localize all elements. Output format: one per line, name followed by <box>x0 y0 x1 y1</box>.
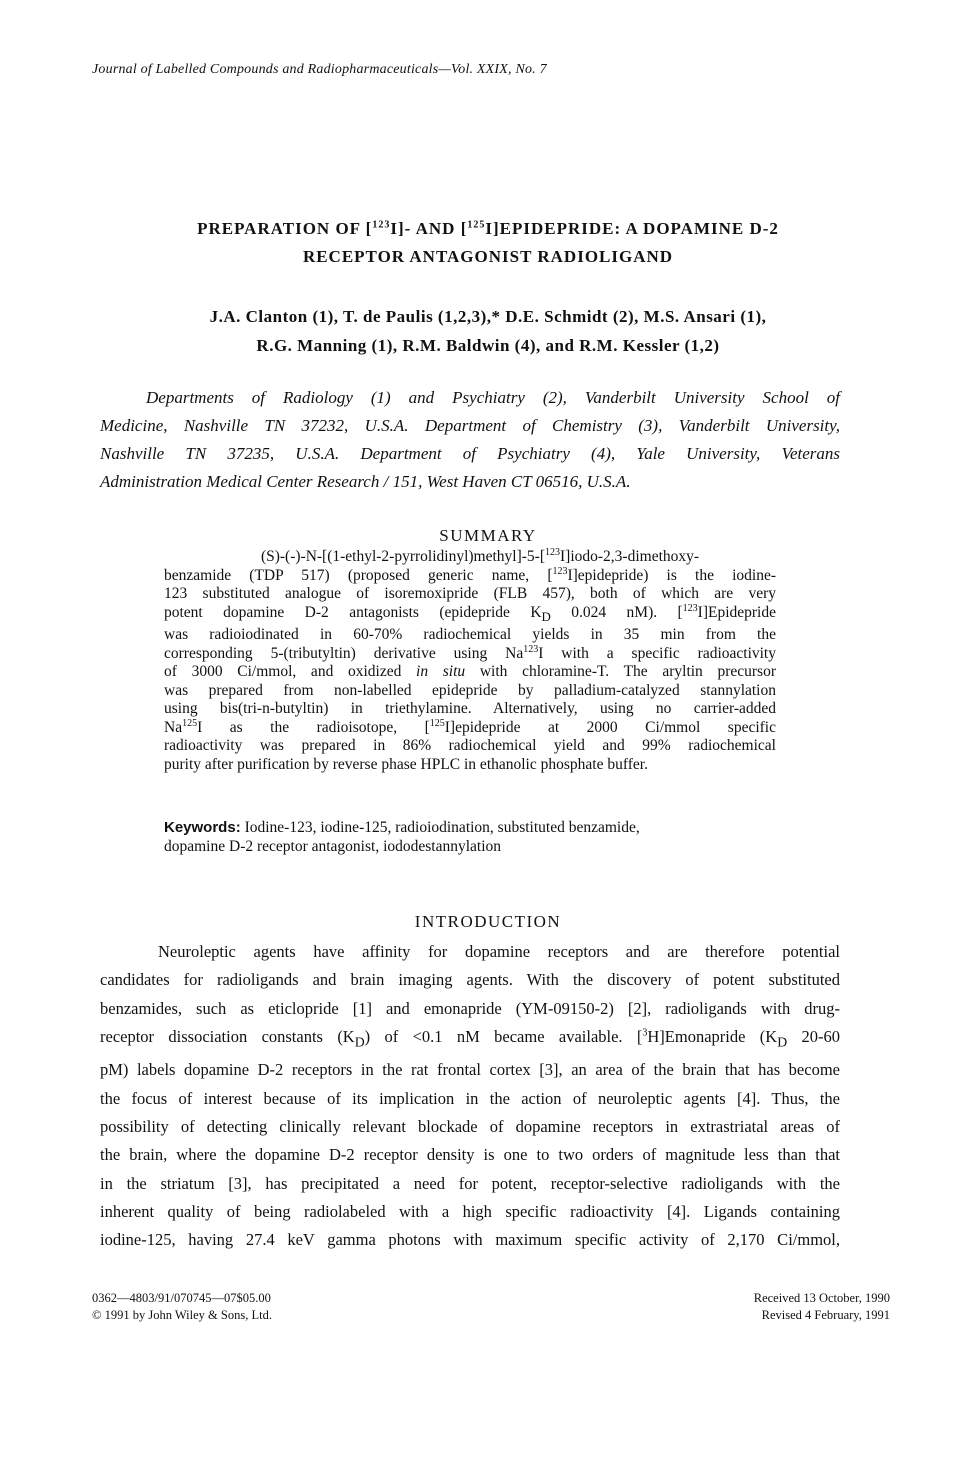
journal-header: Journal of Labelled Compounds and Radiopharmaceuticals—Vol. XXIX, No. 7 <box>92 62 547 77</box>
summary-heading: SUMMARY <box>439 526 537 545</box>
keywords-label: Keywords: <box>164 819 241 836</box>
footer-copyright: 0362—4803/91/070745—07$05.00 © 1991 by John Wiley & Sons, Ltd. <box>92 1291 272 1322</box>
keywords: Keywords: Iodine-123, iodine-125, radioiodination, substituted benzamide, dopamine D-2 receptor antagonist, iododestannylation <box>164 819 640 855</box>
summary-abstract: (S)-(-)-N-[(1-ethyl-2-pyrrolidinyl)methyl]-5-[$^{123}$I]iodo-2,3-dimethoxy- benzamide (TDP 517) (proposed generic name, [$^{123}$I]epidepride) is the iodine- 123 substituted analogue of isoremoxipride (FLB 457), both of which are very potent dopamine D-2 antagonists (epidepride $K_D$ 0.024 nM). [$^{123}$I]Epidepride was radioiodinated in 60-70% radiochemical yields in 35 min from the corresponding 5-(tributyltin) derivative using Na$^{123}$I with a specific radioactivity of 3000 Ci/mmol, and oxidized in situ with chloramine-T. The aryltin precursor was prepared from non-labelled epidepride by palladium-catalyzed stannylation using bis(tri-n-butyltin) in triethylamine. Alternatively, using no carrier-added Na$^{125}$I as the radioisotope, [$^{125}$I]epidepride at 2000 Ci/mmol specific radioactivity was prepared in 86% radiochemical yield and 99% radiochemical purity after purification by reverse phase HPLC in ethanolic phosphate buffer. <box>164 546 777 773</box>
affiliations: Departments of Radiology (1) and Psychiatry (2), Vanderbilt University School of Medicine, Nashville TN 37232, U.S.A. Department of Chemistry (3), Vanderbilt University, Nashville TN 37235, U.S.A. Department of Psychiatry (4), Yale University, Veterans Administration Medical Center Research / 151, West Haven CT 06516, U.S.A. <box>100 388 840 491</box>
author-list: J.A. Clanton (1), T. de Paulis (1,2,3),* D.E. Schmidt (2), M.S. Ansari (1), R.G. Manning (1), R.M. Baldwin (4), and R.M. Kessler (1,2) <box>209 307 767 355</box>
introduction-body: Neuroleptic agents have affinity for dopamine receptors and are therefore potential candidates for radioligands and brain imaging agents. With the discovery of potent substituted benzamides, such as eticlopride [1] and emonapride (YM-09150-2) [2], radioligands with drug- receptor dissociation constants $(K_D)$ of <0.1 nM became available. [$^3$H]Emonapride ($K_D$ 20-60 pM) labels dopamine D-2 receptors in the rat frontal cortex [3], an area of the brain that has become the focus of interest because of its implication in the action of neuroleptic agents [4]. Thus, the possibility of detecting clinically relevant blockade of dopamine receptors in extrastriatal areas of the brain, where the dopamine D-2 receptor density is one to two orders of magnitude less than that in the striatum [3], has precipitated a need for potent, receptor-selective radioligands with the inherent quality of being radiolabeled with a high specific radioactivity [4]. Ligands containing iodine-125, having 27.4 keV gamma photons with maximum specific activity of 2,170 Ci/mmol, <box>100 942 840 1250</box>
footer-dates: Received 13 October, 1990 Revised 4 February, 1991 <box>753 1291 890 1322</box>
article-title: PREPARATION OF [$^{123}$I]- AND [$^{125}$I]EPIDEPRIDE: A DOPAMINE D-2 RECEPTOR ANTAGONIST RADIOLIGAND <box>197 219 779 266</box>
introduction-heading: INTRODUCTION <box>414 912 562 931</box>
